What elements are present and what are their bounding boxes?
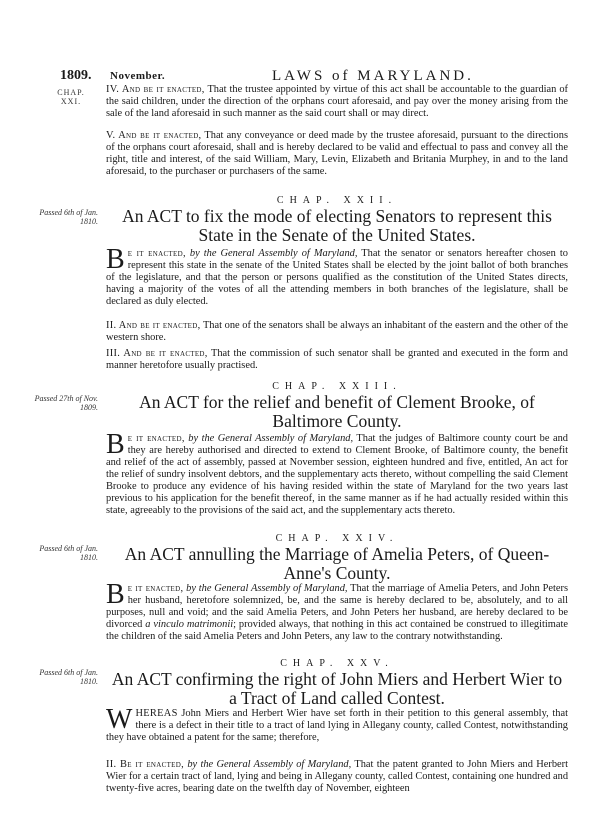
running-header: [60, 68, 560, 84]
chap23-section-1: [106, 429, 568, 517]
section-text: That the commission of such senator shall be granted and executed in the form and manner heretofore usually practised.: [106, 348, 568, 371]
header-title: LAWS of MARYLAND.: [272, 68, 474, 84]
margin-chapter-ref: CHAP. XXI.: [57, 88, 85, 106]
section-lead: e it enacted,: [127, 248, 186, 259]
section-text: That the senator or senators hereafter chosen to represent this state in the senate of the United States shall be elected by the joint ballot of both branches of the legislature, and that the person or persons qualified as the constitution of the United States directs, having a majority of the votes of all the attending members in both branches of the legislature, shall be declared as duly elected.: [106, 248, 568, 307]
drop-cap: B: [106, 429, 125, 460]
enacting-authority: by the General Assembly of Maryland,: [185, 248, 358, 259]
section-lead: e it enacted,: [127, 433, 185, 444]
section-lead: III. And be it enacted,: [106, 348, 208, 359]
section-lead: V. And be it enacted,: [106, 130, 202, 141]
chap21-section-5: [106, 130, 568, 178]
chapter-heading: CHAP. XXII.: [276, 195, 398, 206]
header-year: 1809.: [60, 68, 92, 83]
section-lead: IV. And be it enacted,: [106, 84, 205, 95]
margin-passed-date: Passed 6th of Jan. 1810.: [39, 544, 98, 562]
section-text: ; provided always, that nothing in this act contained be construed to illegitimate the children of the said Amelia Peters and John Peters, any law to the contrary notwithstanding.: [106, 619, 568, 642]
act-title: An ACT annulling the Marriage of Amelia Peters, of Queen-Anne's County.: [124, 544, 550, 583]
act-title: An ACT confirming the right of John Miers and Herbert Wier to a Tract of Land called Contest.: [111, 669, 563, 708]
drop-cap: W: [106, 704, 133, 735]
act-title: An ACT for the relief and benefit of Clement Brooke, of Baltimore County.: [139, 392, 535, 431]
chap22-section-1: [106, 244, 568, 308]
chap22-section-3: [106, 348, 568, 372]
chap21-section-4: [106, 84, 568, 120]
drop-cap: B: [106, 579, 125, 610]
section-text: That the judges of Baltimore county court be and they are hereby authorised and directed to extend to Clement Brooke, of Baltimore county, the benefit and relief of the act of assembly, passed at November session, eighteen hundred and five, entitled, An act for the relief of sundry insolvent debtors, and the supplementary acts thereto, without compelling the said Clement Brooke to produce any evidence of his having resided within the state of Maryland for the two years last previous to his application for the benefit thereof, in the same manner as if he had actually resided within this state, agreeably to the provisions of the said act, and the supplementary acts thereto.: [106, 433, 568, 516]
section-lead: e it enacted,: [127, 583, 184, 594]
section-text: That any conveyance or deed made by the trustee aforesaid, pursuant to the directions of the orphans court aforesaid, shall and is hereby declared to be valid and effectual to pass and convey all the right, title and interest, of the said William, Mary, Levin, Elizabeth and Britania Murphey, in and to the land aforesaid, to the purchaser or purchasers of the same.: [106, 130, 568, 177]
chapter-heading: CHAP. XXIV.: [275, 533, 399, 544]
chap22-section-2: [106, 320, 568, 344]
act-title: An ACT to fix the mode of electing Senators to represent this State in the Senate of the United States.: [122, 206, 552, 245]
margin-passed-date: Passed 6th of Jan. 1810.: [39, 208, 98, 226]
section-lead: II. Be it enacted,: [106, 759, 184, 770]
chap24-section-1: [106, 579, 568, 643]
margin-passed-date: Passed 6th of Jan. 1810.: [39, 668, 98, 686]
enacting-authority: by the General Assembly of Maryland,: [183, 759, 352, 770]
drop-cap: B: [106, 244, 125, 275]
header-month: November.: [110, 70, 166, 82]
enacting-authority: by the General Assembly of Maryland,: [184, 433, 354, 444]
chapter-heading: CHAP. XXIII.: [272, 381, 402, 392]
chap25-section-2: [106, 759, 568, 795]
section-text: That the trustee appointed by virtue of this act shall be accountable to the guardian of the said children, under the direction of the orphans court aforesaid, and pay over the money arising from the sale of the land aforesaid in such manner as the said court shall or may direct.: [106, 84, 568, 119]
chap25-preamble: [106, 704, 568, 744]
section-text: John Miers and Herbert Wier have set forth in their petition to this general assembly, that there is a defect in their title to a tract of land lying in Allegany county, called Contest, notwithstanding they have obtained a patent for the same; therefore,: [106, 708, 568, 743]
chapter-heading: CHAP. XXV.: [280, 658, 394, 669]
enacting-authority: by the General Assembly of Maryland,: [183, 583, 348, 594]
section-text: That the marriage of Amelia Peters, and John Peters her husband, heretofore solemnized, be, and the same is hereby declared to be, absolutely, and to all purposes, null and void; and the said Amelia Peters, and John Peters her husband, are hereby declared to be divorced: [106, 583, 568, 630]
section-lead: HEREAS: [135, 708, 178, 719]
latin-phrase: a vinculo matrimonii: [145, 619, 234, 630]
section-text: That the patent granted to John Miers and Herbert Wier for a certain tract of land, lying and being in Allegany county, called Contest, containing one hundred and twenty-five acres, bearing date on the twelfth day of November, eighteen: [106, 759, 569, 794]
section-lead: II. And be it enacted,: [106, 320, 201, 331]
margin-passed-date: Passed 27th of Nov. 1809.: [34, 394, 98, 412]
section-text: That one of the senators shall be always an inhabitant of the eastern and the other of the western shore.: [106, 320, 568, 343]
